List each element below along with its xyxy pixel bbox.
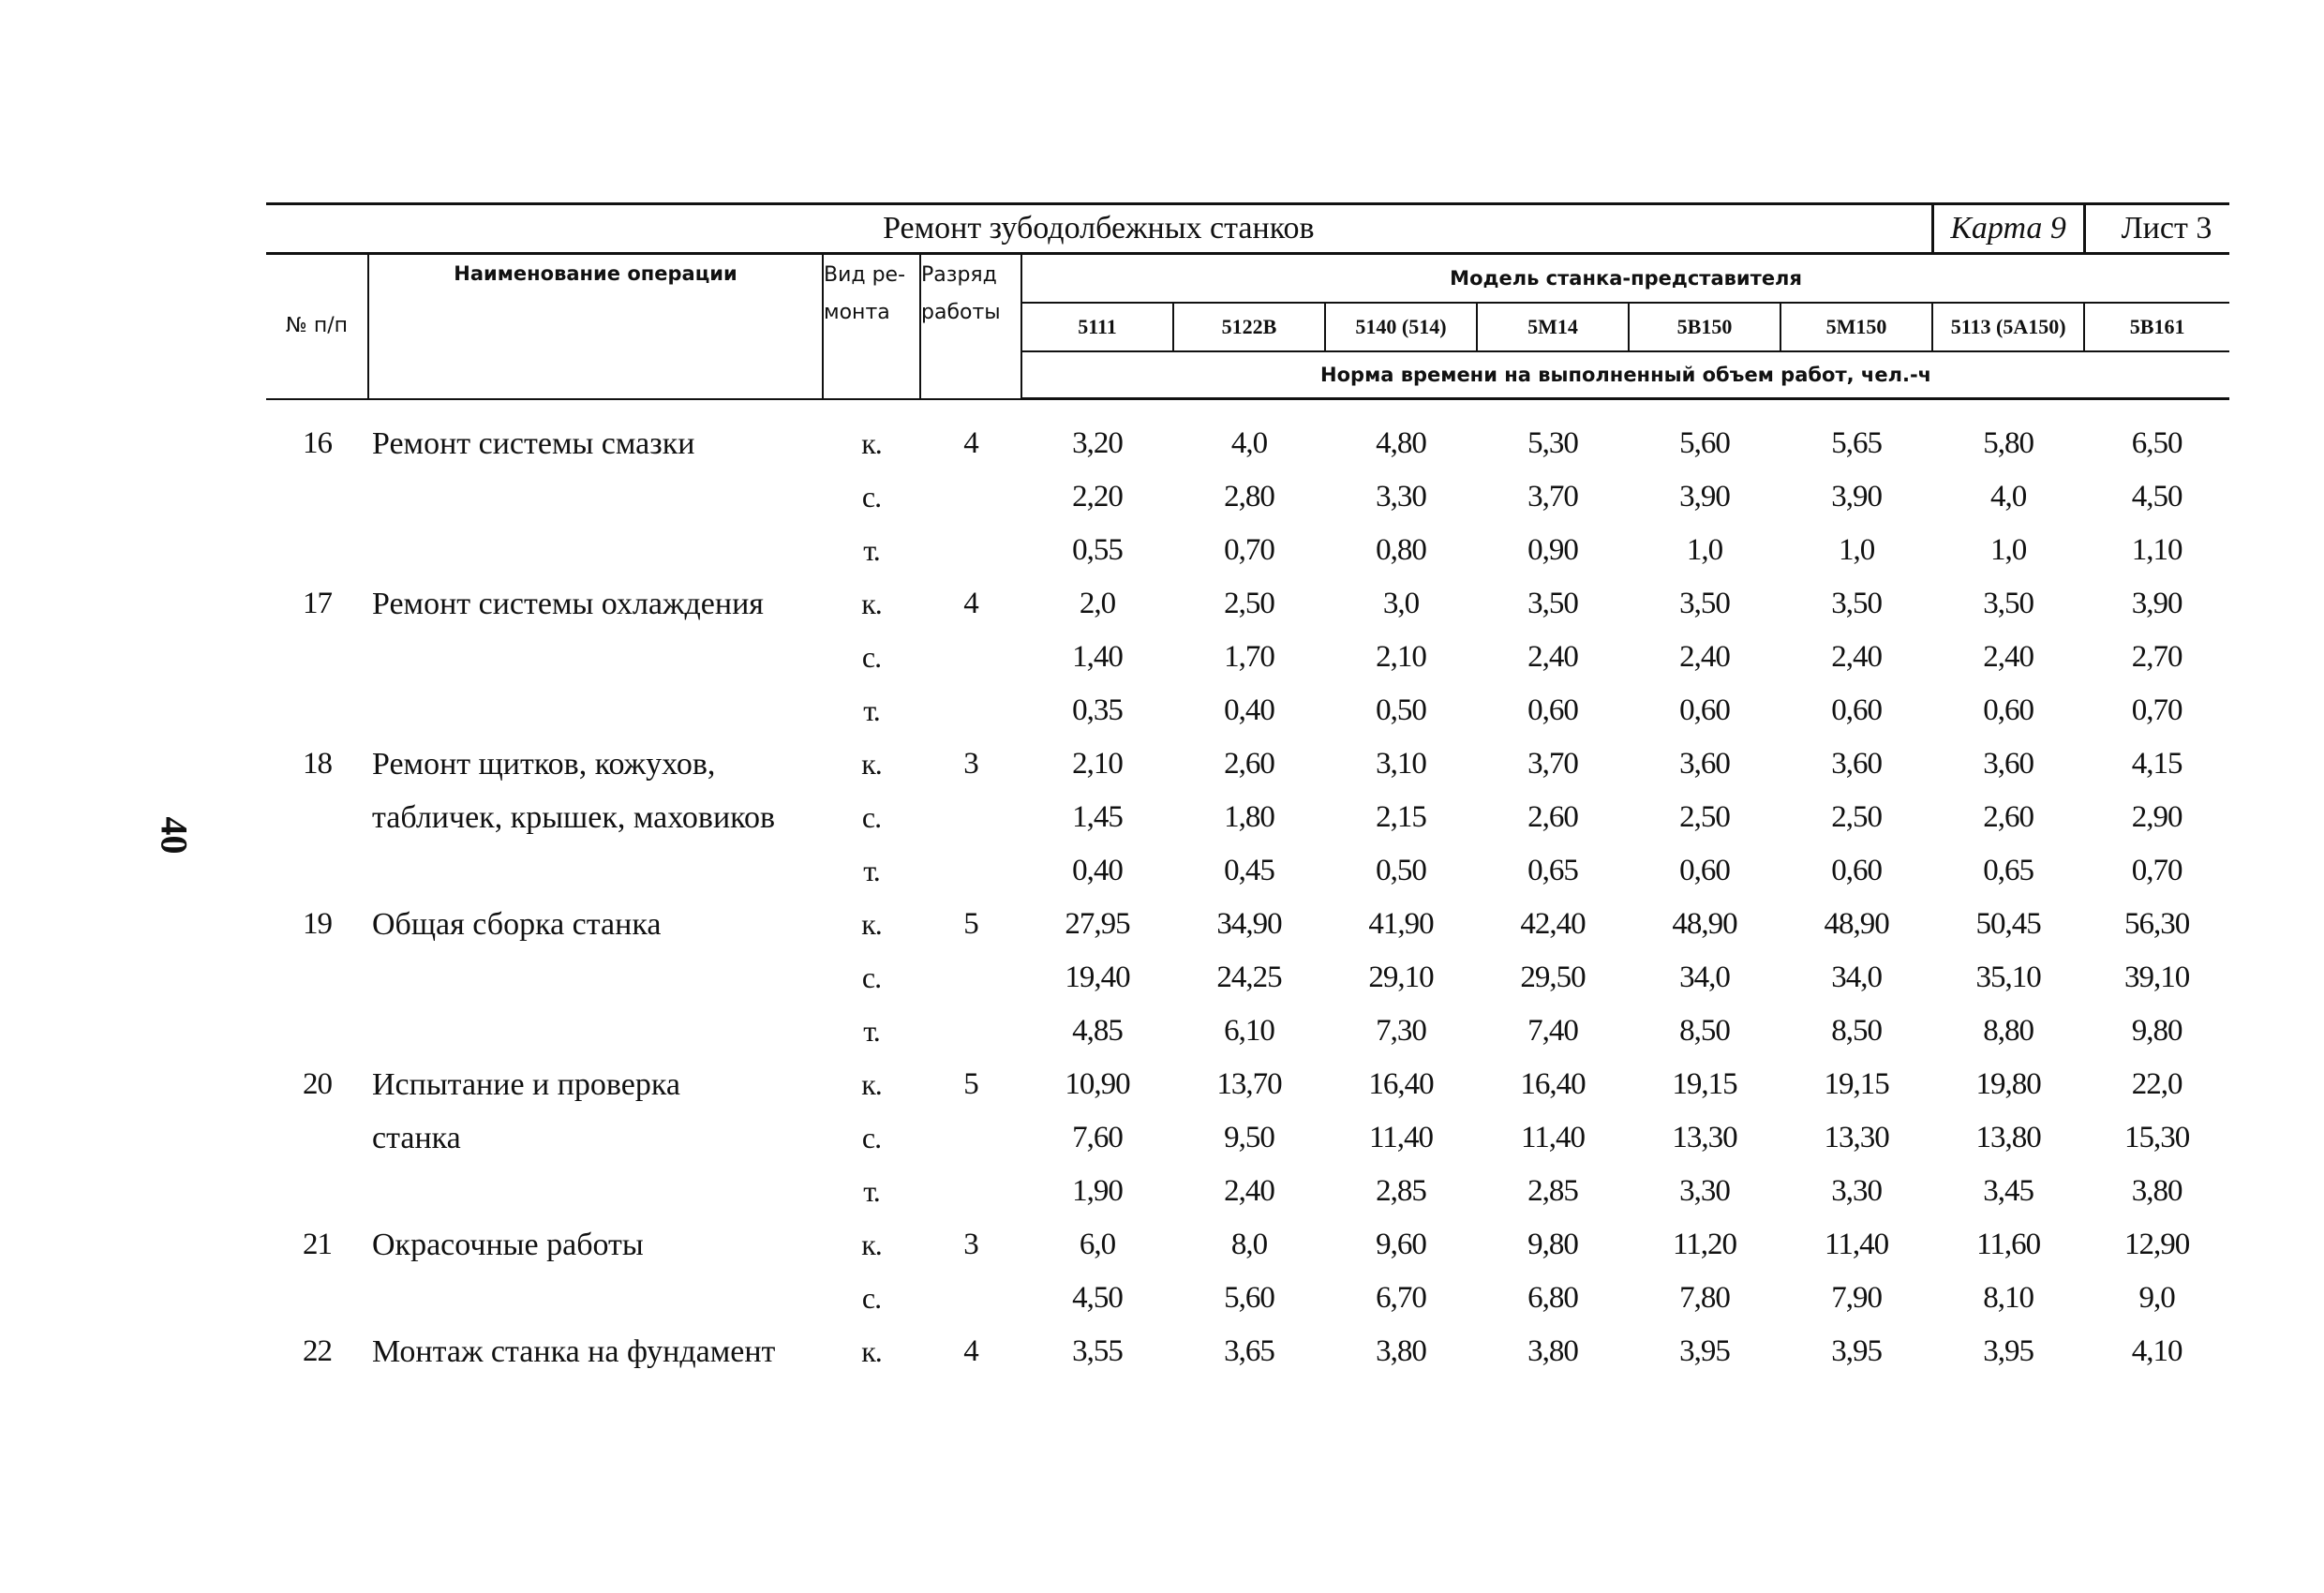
time-norm-cell: 1,90 [1072,1174,1123,1208]
row-number: 22 [303,1334,332,1368]
time-norm-cell: 5,80 [1983,426,2034,460]
table-row [266,951,2229,1005]
table-title: Ремонт зубодолбежных станков [266,204,1932,254]
time-norm-cell: 4,15 [2131,747,2182,781]
work-grade: 4 [963,1334,978,1368]
repair-type: к. [861,587,882,620]
time-norm-cell: 2,80 [1224,480,1274,514]
time-norm-cell: 2,40 [1831,640,1882,674]
norms-table [266,202,2212,1378]
time-norm-cell: 2,60 [1983,800,2034,834]
table-row [266,470,2229,524]
operation-name: Ремонт системы охлаждения [372,586,764,621]
time-norm-cell: 6,50 [2131,426,2182,460]
page-number: 40 [153,816,196,855]
col-header-no: № п/п [266,254,368,399]
col-header-repair-type: Вид ре-монта [823,254,920,399]
model-header: 5122В [1173,303,1325,351]
time-norm-cell: 5,65 [1831,426,1882,460]
model-header: 5111 [1021,303,1173,351]
table-row [266,577,2229,631]
time-norm-cell: 1,0 [1990,533,2027,567]
time-norm-cell: 0,90 [1527,533,1578,567]
row-number [266,1005,368,1058]
operation-name [368,524,823,577]
time-norm-cell: 0,80 [1376,533,1426,567]
time-norm-cell: 3,50 [1831,587,1882,620]
time-norm-cell: 2,40 [1527,640,1578,674]
table-row [266,1005,2229,1058]
repair-type: с. [861,1281,882,1315]
row-number [266,951,368,1005]
row-number [266,844,368,898]
operation-name: Испытание и проверка [372,1066,680,1102]
row-number [266,631,368,684]
table-row [266,1272,2229,1325]
time-norm-cell: 29,10 [1368,960,1434,994]
time-norm-cell: 19,40 [1065,960,1130,994]
time-norm-cell: 34,0 [1679,960,1730,994]
work-grade [920,1111,1021,1165]
time-norm-cell: 34,90 [1216,907,1282,941]
time-norm-cell: 3,30 [1679,1174,1730,1208]
table-row [266,1218,2229,1272]
table-row [266,684,2229,737]
operation-name [368,1272,823,1325]
row-number [266,1165,368,1218]
time-norm-cell: 4,0 [1230,426,1268,460]
time-norm-cell: 3,55 [1072,1334,1123,1368]
time-norm-cell: 3,95 [1983,1334,2034,1368]
table-row [266,1165,2229,1218]
time-norm-cell: 6,70 [1376,1281,1426,1315]
time-norm-cell: 0,55 [1072,533,1123,567]
time-norm-cell: 0,70 [1224,533,1274,567]
time-norm-cell: 13,30 [1824,1121,1889,1154]
time-norm-cell: 3,60 [1831,747,1882,781]
operation-name: табличек, крышек, маховиков [372,799,776,835]
row-number [266,470,368,524]
time-norm-cell: 2,40 [1679,640,1730,674]
model-header: 5М150 [1780,303,1932,351]
work-grade [920,951,1021,1005]
time-norm-cell: 1,0 [1838,533,1875,567]
table-row [266,524,2229,577]
time-norm-cell: 13,30 [1672,1121,1737,1154]
time-norm-cell: 0,60 [1679,854,1730,887]
row-number [266,524,368,577]
time-norm-cell: 12,90 [2124,1228,2190,1261]
time-norm-cell: 9,80 [2131,1014,2182,1048]
time-norm-cell: 2,85 [1527,1174,1578,1208]
time-norm-cell: 0,60 [1831,693,1882,727]
row-number [266,791,368,844]
operation-name: Ремонт щитков, кожухов, [372,746,716,782]
model-header: 5В161 [2084,303,2229,351]
operation-name: станка [372,1120,461,1155]
time-norm-cell: 8,50 [1831,1014,1882,1048]
time-norm-cell: 7,30 [1376,1014,1426,1048]
time-norm-cell: 3,80 [1376,1334,1426,1368]
time-norm-cell: 0,60 [1679,693,1730,727]
time-norm-cell: 5,30 [1527,426,1578,460]
time-norm-cell: 1,80 [1224,800,1274,834]
operation-name [368,1165,823,1218]
repair-type: т. [863,854,880,887]
time-norm-cell: 0,70 [2131,854,2182,887]
time-norm-cell: 16,40 [1368,1067,1434,1101]
work-grade [920,684,1021,737]
table-row [266,898,2229,951]
operation-name: Окрасочные работы [372,1227,644,1262]
operation-name: Монтаж станка на фундамент [372,1333,776,1369]
repair-type: т. [863,1174,880,1208]
time-norm-cell: 0,65 [1527,854,1578,887]
time-norm-cell: 4,50 [2131,480,2182,514]
time-norm-cell: 2,70 [2131,640,2182,674]
repair-type: к. [861,747,882,781]
time-norm-cell: 13,80 [1975,1121,2041,1154]
time-norm-cell: 3,20 [1072,426,1123,460]
time-norm-cell: 2,60 [1224,747,1274,781]
time-norm-cell: 39,10 [2124,960,2190,994]
time-norm-cell: 6,80 [1527,1281,1578,1315]
time-norm-cell: 7,90 [1831,1281,1882,1315]
time-norm-cell: 2,50 [1679,800,1730,834]
time-norm-cell: 50,45 [1975,907,2041,941]
time-norm-cell: 0,50 [1376,854,1426,887]
time-norm-cell: 2,10 [1376,640,1426,674]
row-number: 16 [303,426,332,460]
model-header: 5140 (514) [1325,303,1477,351]
time-norm-cell: 2,20 [1072,480,1123,514]
time-norm-cell: 3,10 [1376,747,1426,781]
work-grade: 5 [963,1067,978,1101]
work-grade: 4 [963,587,978,620]
operation-name [368,951,823,1005]
repair-type: т. [863,533,880,567]
time-norm-cell: 7,60 [1072,1121,1123,1154]
time-norm-cell: 9,0 [2138,1281,2175,1315]
time-norm-cell: 2,10 [1072,747,1123,781]
repair-type: с. [861,960,882,994]
time-norm-cell: 48,90 [1824,907,1889,941]
time-norm-cell: 2,85 [1376,1174,1426,1208]
row-number: 18 [303,747,332,781]
table-row [266,737,2229,791]
operation-name [368,1005,823,1058]
repair-type: с. [861,800,882,834]
time-norm-cell: 1,70 [1224,640,1274,674]
time-norm-cell: 35,10 [1975,960,2041,994]
time-norm-cell: 3,45 [1983,1174,2034,1208]
repair-type: к. [861,1228,882,1261]
time-norm-cell: 8,10 [1983,1281,2034,1315]
time-norm-cell: 0,65 [1983,854,2034,887]
time-norm-cell: 6,0 [1079,1228,1116,1261]
time-norm-cell: 42,40 [1520,907,1586,941]
time-norm-cell: 8,50 [1679,1014,1730,1048]
repair-type: к. [861,1067,882,1101]
time-norm-cell: 3,0 [1382,587,1420,620]
work-grade [920,470,1021,524]
work-grade [920,631,1021,684]
time-norm-cell: 8,0 [1230,1228,1268,1261]
repair-type: к. [861,426,882,460]
time-norm-cell: 10,90 [1065,1067,1130,1101]
col-header-operation: Наименование операции [368,254,823,399]
work-grade [920,791,1021,844]
time-norm-cell: 1,0 [1686,533,1723,567]
work-grade [920,1272,1021,1325]
time-norm-cell: 0,45 [1224,854,1274,887]
work-grade [920,844,1021,898]
table-row [266,631,2229,684]
repair-type: с. [861,640,882,674]
time-norm-cell: 2,0 [1079,587,1116,620]
repair-type: с. [861,1121,882,1154]
time-norm-cell: 27,95 [1065,907,1130,941]
time-norm-cell: 3,60 [1679,747,1730,781]
work-grade: 5 [963,907,978,941]
time-norm-cell: 3,90 [2131,587,2182,620]
model-header: 5113 (5А150) [1932,303,2084,351]
time-norm-cell: 8,80 [1983,1014,2034,1048]
time-norm-cell: 24,25 [1216,960,1282,994]
repair-type: т. [863,1014,880,1048]
row-number: 17 [303,587,332,620]
row-number: 20 [303,1067,332,1101]
time-norm-cell: 0,70 [2131,693,2182,727]
time-norm-cell: 11,40 [1520,1121,1586,1154]
time-norm-cell: 0,60 [1527,693,1578,727]
time-norm-cell: 1,40 [1072,640,1123,674]
table-row [266,791,2229,844]
time-norm-cell: 4,80 [1376,426,1426,460]
time-norm-cell: 3,95 [1831,1334,1882,1368]
time-norm-cell: 3,50 [1527,587,1578,620]
time-norm-cell: 2,50 [1224,587,1274,620]
time-norm-cell: 3,70 [1527,747,1578,781]
time-norm-cell: 3,70 [1527,480,1578,514]
time-norm-cell: 3,90 [1679,480,1730,514]
time-norm-cell: 11,20 [1672,1228,1737,1261]
row-number [266,1111,368,1165]
table-row [266,417,2229,470]
row-number: 21 [303,1228,332,1261]
work-grade: 3 [963,747,978,781]
time-norm-cell: 34,0 [1831,960,1882,994]
time-norm-cell: 4,0 [1990,480,2027,514]
sheet-number: Лист 3 [2084,204,2229,254]
repair-type: с. [861,480,882,514]
time-norm-cell: 19,80 [1975,1067,2041,1101]
table-row [266,844,2229,898]
time-norm-cell: 19,15 [1824,1067,1889,1101]
work-grade: 4 [963,426,978,460]
repair-type: т. [863,693,880,727]
time-norm-cell: 7,40 [1527,1014,1578,1048]
row-number [266,1272,368,1325]
time-norm-cell: 0,40 [1072,854,1123,887]
col-header-model-group: Модель станка-представителя [1021,254,2229,304]
operation-name [368,470,823,524]
work-grade: 3 [963,1228,978,1261]
time-norm-cell: 11,60 [1976,1228,2041,1261]
operation-name: Общая сборка станка [372,906,662,942]
time-norm-cell: 56,30 [2124,907,2190,941]
time-norm-cell: 19,15 [1672,1067,1737,1101]
model-header: 5М14 [1477,303,1629,351]
time-norm-cell: 4,85 [1072,1014,1123,1048]
time-norm-cell: 0,60 [1831,854,1882,887]
time-norm-cell: 0,60 [1983,693,2034,727]
time-norm-cell: 1,45 [1072,800,1123,834]
time-norm-cell: 3,95 [1679,1334,1730,1368]
time-norm-cell: 41,90 [1368,907,1434,941]
time-norm-cell: 11,40 [1368,1121,1434,1154]
time-norm-cell: 4,50 [1072,1281,1123,1315]
time-norm-cell: 15,30 [2124,1121,2190,1154]
time-norm-cell: 6,10 [1224,1014,1274,1048]
operation-name [368,844,823,898]
time-norm-cell: 3,80 [2131,1174,2182,1208]
col-header-grade: Разряд работы [920,254,1021,399]
time-norm-cell: 11,40 [1825,1228,1889,1261]
repair-type: к. [861,1334,882,1368]
table-row [266,1058,2229,1111]
time-norm-cell: 2,90 [2131,800,2182,834]
time-norm-cell: 9,60 [1376,1228,1426,1261]
time-norm-cell: 2,60 [1527,800,1578,834]
time-norm-cell: 3,65 [1224,1334,1274,1368]
time-norm-cell: 2,15 [1376,800,1426,834]
time-norm-cell: 0,40 [1224,693,1274,727]
time-norm-cell: 3,50 [1679,587,1730,620]
row-number: 19 [303,907,332,941]
time-norm-cell: 48,90 [1672,907,1737,941]
time-norm-cell: 3,90 [1831,480,1882,514]
time-norm-cell: 3,80 [1527,1334,1578,1368]
time-norm-cell: 0,50 [1376,693,1426,727]
time-norm-cell: 5,60 [1679,426,1730,460]
time-norm-cell: 9,80 [1527,1228,1578,1261]
work-grade [920,1005,1021,1058]
time-norm-cell: 3,50 [1983,587,2034,620]
card-number: Карта 9 [1932,204,2084,254]
time-norm-cell: 2,50 [1831,800,1882,834]
table-row [266,1325,2229,1378]
time-norm-cell: 3,30 [1831,1174,1882,1208]
work-grade [920,1165,1021,1218]
time-norm-cell: 1,10 [2131,533,2182,567]
model-header: 5В150 [1629,303,1780,351]
time-norm-cell: 2,40 [1983,640,2034,674]
work-grade [920,524,1021,577]
time-norm-cell: 16,40 [1520,1067,1586,1101]
time-norm-cell: 13,70 [1216,1067,1282,1101]
operation-name [368,684,823,737]
operation-name: Ремонт системы смазки [372,425,695,461]
time-norm-cell: 3,60 [1983,747,2034,781]
time-norm-cell: 22,0 [2131,1067,2182,1101]
time-norm-cell: 7,80 [1679,1281,1730,1315]
repair-type: к. [861,907,882,941]
time-norm-cell: 5,60 [1224,1281,1274,1315]
time-norm-cell: 4,10 [2131,1334,2182,1368]
col-header-norm: Норма времени на выполненный объем работ, чел.-ч [1021,351,2229,399]
row-number [266,684,368,737]
table-row [266,1111,2229,1165]
time-norm-cell: 2,40 [1224,1174,1274,1208]
time-norm-cell: 0,35 [1072,693,1123,727]
time-norm-cell: 29,50 [1520,960,1586,994]
time-norm-cell: 3,30 [1376,480,1426,514]
time-norm-cell: 9,50 [1224,1121,1274,1154]
operation-name [368,631,823,684]
